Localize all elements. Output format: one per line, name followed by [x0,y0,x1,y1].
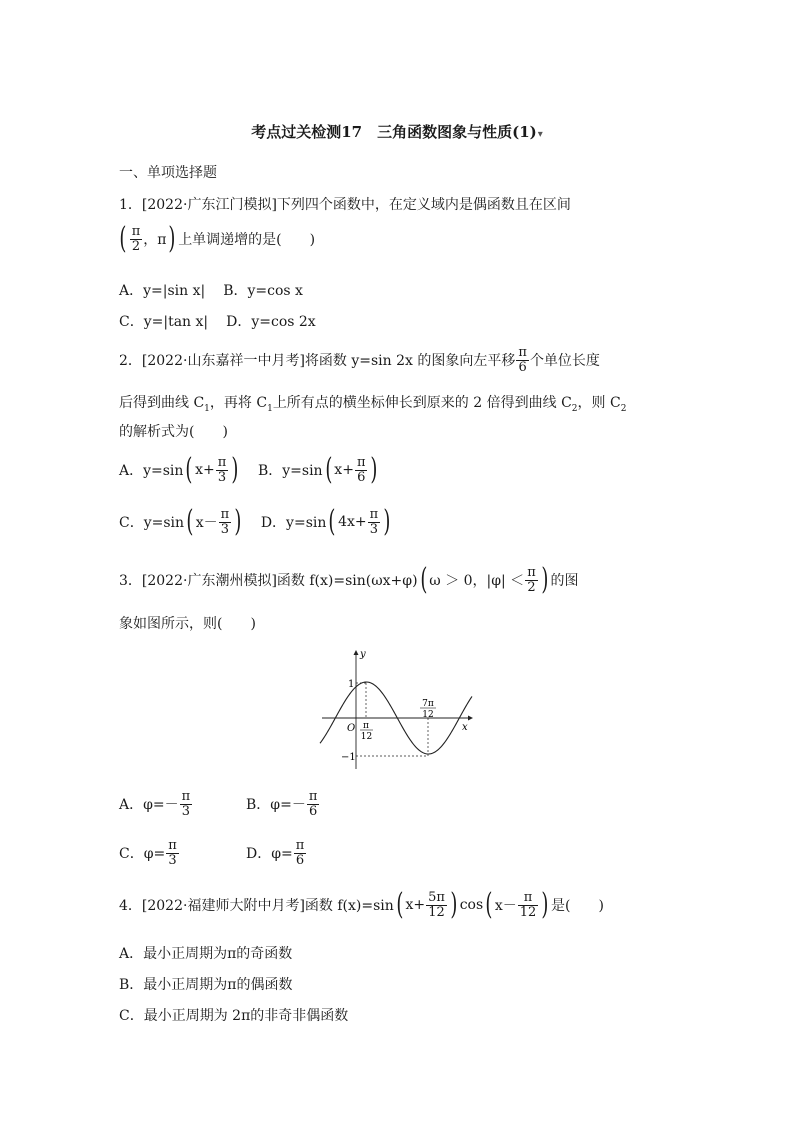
q2-options-row2 [119,504,393,539]
q4-stem: 4．[2022·福建师大附中月考]函数 f(x)=sin( x+ $\frac{5\pi}{12}$ ) cos( x－ $\frac{\pi}{12}$ ) 是( ) [119,887,604,922]
q2-stem-line2: 后得到曲线 $C_1$，再将 $C_1$上所有点的横坐标伸长到原来的 2 倍得到曲线 $C_2$，则 $C_2$ [119,395,627,414]
q1-stem-line2: ( $\frac{\pi}{2}$ ，π) 上单调递增的是( ) [119,221,316,256]
q1-options-row1 [119,280,303,300]
y-tick-minus1: −1 [341,752,356,763]
q3-stem-line1: 3．[2022·广东潮州模拟]函数 f(x)=sin(ωx+φ)( ω ＞ 0，|φ| ＜ $\frac{\pi}{2}$ ) 的图 [119,562,579,597]
y-tick-1: 1 [348,679,355,690]
q3-sine-graph [318,645,478,773]
x-tick-7pi12-den: 12 [422,710,434,720]
q4-option-c[interactable]: C．最小正周期为 2π的非奇非偶函数 [119,1008,349,1024]
q1-stem-line1: 1．[2022·广东江门模拟]下列四个函数中，在定义域内是偶函数且在区间 [119,197,571,213]
q1-fraction: $\frac{\pi}{2}$ [131,223,141,254]
q3-option-c[interactable]: C．φ= $\frac{\pi}{3}$ [119,838,177,868]
y-axis-label: y [360,649,366,660]
q2-stem-line1: 2．[2022·山东嘉祥一中月考]将函数 y=sin 2x 的图象向左平移 $\frac{\pi}{6}$ 个单位长度 [119,345,600,375]
q3-options-row2 [119,839,307,867]
x-axis-label: x [462,722,468,733]
q2-stem-line3: 的解析式为( ) [119,424,228,440]
q2-shift-fraction: $\frac{\pi}{6}$ [518,345,527,375]
q3-options-row1 [119,790,320,818]
q4-option-b[interactable]: B．最小正周期为π的偶函数 [119,977,293,993]
q1-options-row2 [119,311,316,331]
q2-option-c[interactable]: C．y=sin( x－ $\frac{\pi}{3}$ ) [119,504,242,539]
q1-option-c[interactable]: C．y=|tan x| [119,314,209,330]
origin-label: O [347,723,356,734]
x-tick-pi12-den: 12 [360,732,373,742]
q2-option-a[interactable]: A．y=sin( x+ $\frac{\pi}{3}$ ) [119,452,239,487]
q1-option-a[interactable]: A．y=|sin x| [119,283,206,299]
q1-option-d[interactable]: D．y=cos 2x [226,314,316,330]
q3-option-d[interactable]: D．φ= $\frac{\pi}{6}$ [246,838,305,868]
q2-option-d[interactable]: D．y=sin( 4x+ $\frac{\pi}{3}$ ) [260,504,391,539]
q2-option-b[interactable]: B．y=sin( x+ $\frac{\pi}{6}$ ) [257,452,378,487]
q3-option-b[interactable]: B．φ=－ $\frac{\pi}{6}$ [246,789,318,819]
q3-stem-line2: 象如图所示，则( ) [119,616,256,632]
q4-option-a[interactable]: A．最小正周期为π的奇函数 [119,946,293,962]
section-heading: 一、单项选择题 [119,165,217,181]
q3-option-a[interactable]: A．φ=－ $\frac{\pi}{3}$ [119,789,191,819]
q1-option-b[interactable]: B．y=cos x [223,283,303,299]
x-tick-pi12-num: π [363,721,369,731]
title-dropdown-icon[interactable]: ▾ [537,129,543,140]
x-tick-7pi12-num: 7π [422,699,434,709]
page-title: 考点过关检测17 三角函数图象与性质(1)▾ [251,123,543,141]
q2-options-row1 [119,452,380,487]
